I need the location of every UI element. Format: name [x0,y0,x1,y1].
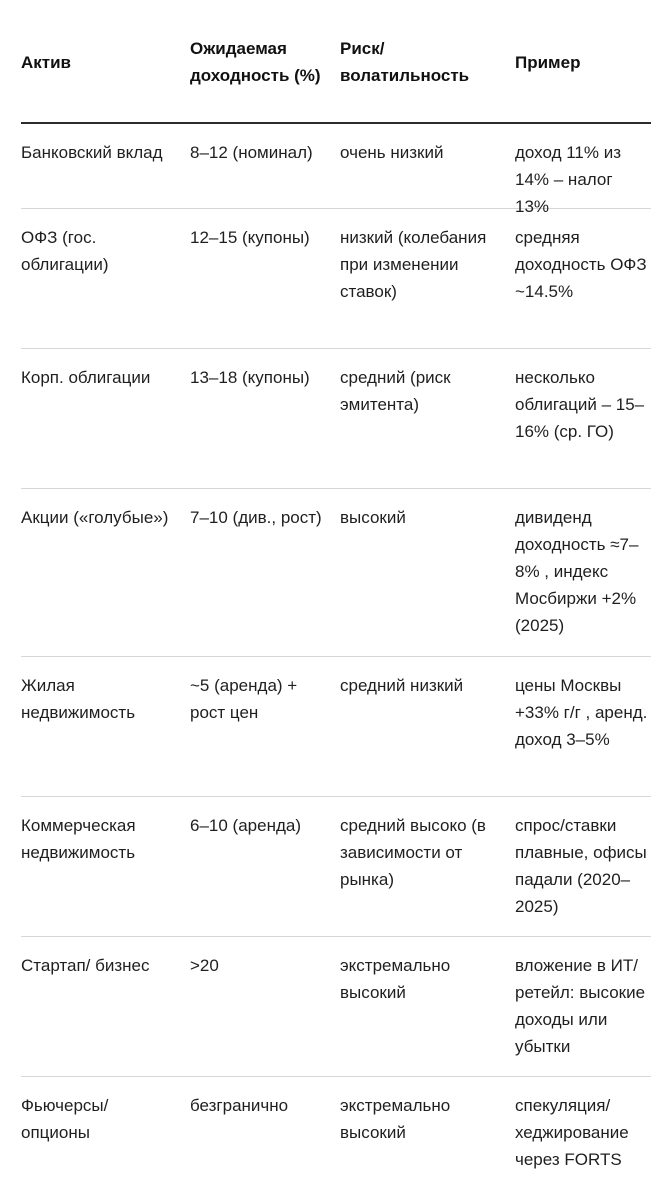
cell-example: средняя доходность ОФЗ ~14.5% [515,228,647,301]
cell-return: 6–10 (аренда) [190,816,301,835]
cell-example: вложение в ИТ/ ретейл: высокие доходы или убытки [515,956,646,1056]
cell-asset: Жилая недвижимость [21,676,136,722]
cell-asset: Корп. облигации [21,368,151,387]
table-row [21,797,651,937]
table-row [21,937,651,1077]
header-example: Пример [515,52,581,72]
cell-risk: средний низкий [340,676,464,695]
cell-example: дивиденд доходность ≈7–8% , индекс Мосбиржи +2% (2025) [515,508,639,635]
table-row [21,489,651,657]
cell-return: 7–10 (див., рост) [190,508,322,527]
cell-asset: ОФЗ (гос. облигации) [21,228,109,274]
table-row [21,124,651,216]
cell-risk: экстремально высокий [340,956,451,1002]
cell-return: >20 [190,956,219,975]
table-row [21,209,651,349]
cell-risk: очень низкий [340,143,444,162]
cell-example: доход 11% из 14% – налог 13% [515,143,621,216]
table-header-row [21,0,651,124]
cell-example: несколько облигаций – 15–16% (ср. ГО) [515,368,645,441]
header-return: Ожидаемая доходность (%) [190,39,321,85]
cell-return: 8–12 (номинал) [190,143,313,162]
cell-return: безгранично [190,1096,289,1115]
cell-risk: высокий [340,508,406,527]
cell-return: ~5 (аренда) + рост цен [190,676,298,722]
header-risk: Риск/ волатильность [340,39,470,85]
cell-risk: низкий (колебания при изменении ставок) [340,228,487,301]
cell-return: 12–15 (купоны) [190,228,310,247]
cell-asset: Банковский вклад [21,143,163,162]
cell-risk: средний высоко (в зависимости от рынка) [340,816,486,889]
header-asset: Актив [21,52,72,72]
cell-asset: Фьючерсы/ опционы [21,1096,109,1142]
cell-risk: экстремально высокий [340,1096,451,1142]
cell-example: цены Москвы +33% г/г , аренд. доход 3–5% [515,676,648,749]
cell-example: спекуляция/ хеджирование через FORTS [515,1096,629,1169]
cell-example: спрос/ставки плавные, офисы падали (2020–2025) [515,816,647,916]
cell-risk: средний (риск эмитента) [340,368,451,414]
cell-asset: Акции («голубые») [21,508,169,527]
cell-asset: Коммерческая недвижимость [21,816,136,862]
comparison-table [21,0,651,1197]
cell-return: 13–18 (купоны) [190,368,310,387]
table-row [21,657,651,797]
cell-asset: Стартап/ бизнес [21,956,150,975]
table-row [21,1077,651,1197]
table-row [21,349,651,489]
